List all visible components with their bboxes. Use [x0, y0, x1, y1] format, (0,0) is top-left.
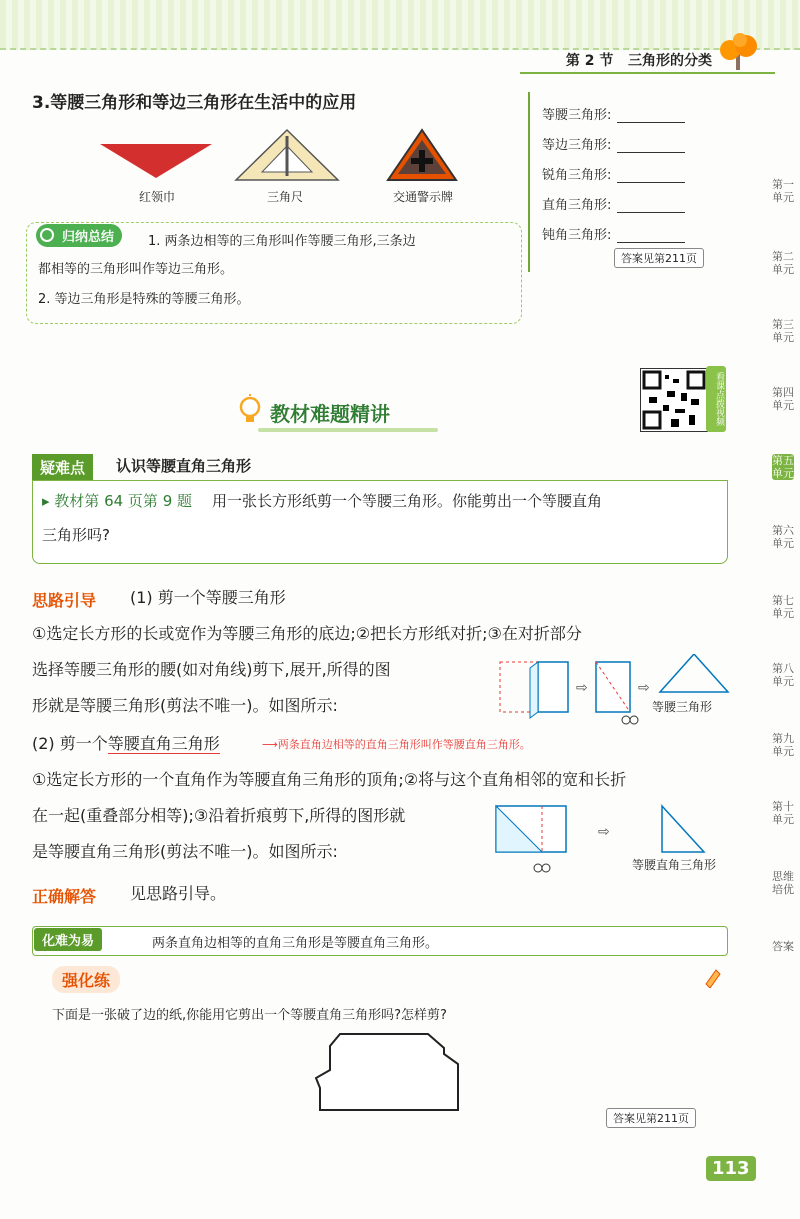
field-label: 钝角三角形: — [542, 228, 612, 243]
tip-tag: 化难为易 — [34, 928, 102, 951]
caption-warning-sign: 交通警示牌 — [392, 190, 453, 204]
difficult-point-title: 认识等腰直角三角形 — [116, 457, 252, 475]
tree-icon — [716, 32, 764, 72]
field-label: 锐角三角形: — [542, 168, 612, 183]
field-label: 等腰三角形: — [542, 108, 612, 123]
top-decor-band — [0, 0, 800, 50]
field-label: 直角三角形: — [542, 198, 612, 213]
field-row — [542, 224, 685, 243]
answer-blank[interactable] — [617, 168, 685, 183]
section-title: 3.等腰三角形和等边三角形在生活中的应用 — [32, 93, 357, 113]
part2-prefix: (2) 剪一个 — [32, 734, 108, 753]
side-tab-6[interactable]: 第六单元 — [772, 524, 794, 550]
approach-part2-line3: 是等腰直角三角形(剪法不唯一)。如图所示: — [32, 842, 338, 861]
answer-blank[interactable] — [617, 228, 685, 243]
practice-question: 下面是一张破了边的纸,你能用它剪出一个等腰直角三角形吗?怎样剪? — [52, 1008, 447, 1023]
side-divider — [528, 92, 530, 272]
approach-part2-title — [32, 728, 220, 760]
field-row — [542, 194, 685, 213]
approach-part2-line1: ①选定长方形的一个直角作为等腰直角三角形的顶角;②将与这个直角相邻的宽和长折 — [32, 770, 627, 789]
side-tab-3[interactable]: 第三单元 — [772, 318, 794, 344]
figure1-caption: 等腰三角形 — [652, 700, 713, 714]
approach-part2-line2: 在一起(重叠部分相等);③沿着折痕剪下,所得的图形就 — [32, 806, 406, 825]
lightbulb-icon — [236, 394, 264, 428]
header-underline — [520, 72, 775, 74]
approach-part1-title: (1) 剪一个等腰三角形 — [130, 588, 286, 607]
torn-paper-figure — [312, 1030, 462, 1114]
tip-text: 两条直角边相等的直角三角形是等腰直角三角形。 — [152, 936, 439, 951]
svg-text:⇨: ⇨ — [576, 680, 588, 696]
svg-text:⇨: ⇨ — [598, 824, 610, 840]
approach-label: 思路引导 — [32, 591, 97, 610]
field-row — [542, 164, 685, 183]
page-number: 113 — [706, 1156, 756, 1181]
figure2-caption: 等腰直角三角形 — [632, 858, 717, 872]
side-tab-4[interactable]: 第四单元 — [772, 386, 794, 412]
answer-reference: 答案见第211页 — [614, 248, 704, 268]
answer-blank[interactable] — [617, 108, 685, 123]
triangle-ruler-image — [232, 126, 342, 184]
field-row — [542, 104, 685, 123]
answer-blank[interactable] — [617, 138, 685, 153]
side-tab-12[interactable]: 答案 — [772, 940, 794, 953]
jiaocai-title: 教材难题精讲 — [270, 402, 390, 426]
header-title: 三角形的分类 — [628, 53, 712, 69]
side-tab-11[interactable]: 思维培优 — [772, 870, 794, 896]
caption-triangle-ruler: 三角尺 — [266, 190, 303, 204]
summary-line-2: 都相等的三角形叫作等边三角形。 — [38, 262, 234, 277]
caption-red-scarf: 红领巾 — [138, 190, 175, 204]
side-tab-10[interactable]: 第十单元 — [772, 800, 794, 826]
summary-line-1: 1. 两条边相等的三角形叫作等腰三角形,三条边 — [148, 234, 416, 249]
qr-tag: 看课点拨视频 — [706, 366, 726, 432]
difficult-point-tag: 疑难点 — [32, 454, 93, 481]
answer-blank[interactable] — [617, 198, 685, 213]
side-tab-5[interactable]: 第五单元 — [772, 454, 794, 480]
practice-tag: 强化练 — [52, 966, 120, 993]
problem-line-1: 用一张长方形纸剪一个等腰三角形。你能剪出一个等腰直角 — [212, 492, 603, 510]
answer-text: 见思路引导。 — [130, 884, 227, 903]
pencil-icon — [702, 966, 724, 988]
approach-part1-line1: ①选定长方形的长或宽作为等腰三角形的底边;②把长方形纸对折;③在对折部分 — [32, 624, 582, 643]
side-tab-8[interactable]: 第八单元 — [772, 662, 794, 688]
target-icon — [40, 228, 54, 242]
answer-reference-2: 答案见第211页 — [606, 1108, 696, 1128]
field-label: 等边三角形: — [542, 138, 612, 153]
definition-hint: ⟶两条直角边相等的直角三角形叫作等腰直角三角形。 — [262, 738, 531, 751]
textbook-reference: ▸ 教材第 64 页第 9 题 — [42, 492, 193, 510]
field-row — [542, 134, 685, 153]
summary-tag: 归纳总结 — [36, 224, 122, 247]
problem-line-2: 三角形吗? — [42, 526, 110, 544]
approach-part1-line3: 形就是等腰三角形(剪法不唯一)。如图所示: — [32, 696, 338, 715]
side-tab-2[interactable]: 第二单元 — [772, 250, 794, 276]
header-section: 第 2 节 — [565, 53, 614, 69]
svg-text:⇨: ⇨ — [638, 680, 650, 696]
warning-sign-image — [384, 126, 460, 184]
red-scarf-image — [96, 140, 216, 180]
approach-part1-line2: 选择等腰三角形的腰(如对角线)剪下,展开,所得的图 — [32, 660, 391, 679]
qr-code-icon[interactable] — [640, 368, 708, 432]
summary-line-3: 2. 等边三角形是特殊的等腰三角形。 — [38, 292, 250, 307]
definition-hint-text: 两条直角边相等的直角三角形叫作等腰直角三角形。 — [277, 738, 531, 751]
answer-label: 正确解答 — [32, 887, 97, 906]
title-underline — [258, 428, 438, 432]
side-tab-9[interactable]: 第九单元 — [772, 732, 794, 758]
side-tab-1[interactable]: 第一单元 — [772, 178, 794, 204]
part2-term: 等腰直角三角形 — [107, 734, 220, 753]
side-tab-7[interactable]: 第七单元 — [772, 594, 794, 620]
header — [566, 50, 712, 70]
